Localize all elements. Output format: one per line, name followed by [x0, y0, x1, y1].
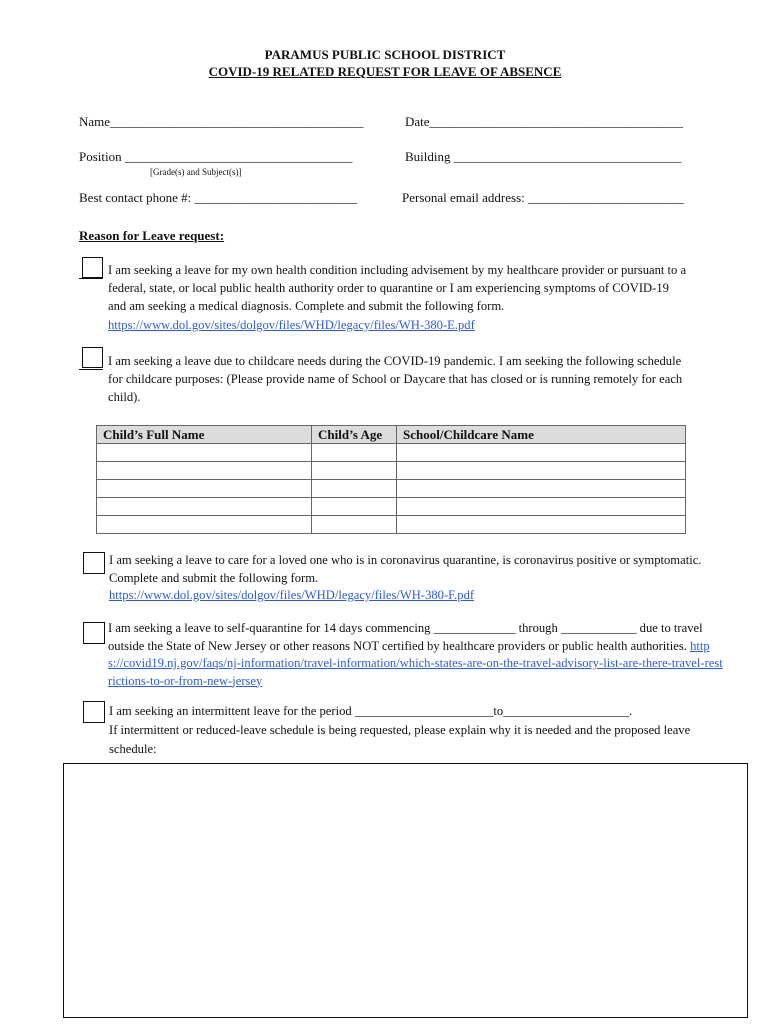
loved-one-reason — [109, 552, 709, 605]
form-title: COVID-19 RELATED REQUEST FOR LEAVE OF ABSENCE — [208, 64, 562, 79]
date-field[interactable]: Date_______________________________________ — [405, 114, 684, 129]
table-cell[interactable] — [312, 462, 397, 480]
self-quarantine-checkbox[interactable] — [83, 622, 105, 644]
commence-date-blank[interactable]: _____________ — [433, 621, 516, 635]
child-table-header — [97, 426, 686, 444]
phone-field[interactable]: Best contact phone #: _________________________ — [79, 190, 358, 205]
table-cell[interactable] — [397, 480, 686, 498]
building-field[interactable]: Building ___________________________________ — [405, 149, 682, 164]
school-header: School/Childcare Name — [397, 426, 686, 444]
checkbox-underline — [79, 369, 103, 370]
table-cell[interactable] — [397, 498, 686, 516]
table-row — [97, 480, 686, 498]
child-age-header: Child’s Age — [312, 426, 397, 444]
self-quarantine-text-b: due to travel outside the State of New Jersey or other reasons NOT certified by healthcare providers or public health authorities. — [108, 621, 703, 653]
table-cell[interactable] — [97, 444, 312, 462]
name-field[interactable]: Name_______________________________________ — [79, 114, 364, 129]
table-cell[interactable] — [397, 444, 686, 462]
position-label: Position — [79, 149, 122, 164]
table-cell[interactable] — [312, 516, 397, 534]
intermittent-text-a: I am seeking an intermittent leave for the period — [109, 704, 352, 718]
intermittent-checkbox[interactable] — [83, 701, 105, 723]
table-cell[interactable] — [312, 480, 397, 498]
email-field[interactable]: Personal email address: ________________________ — [402, 190, 684, 205]
table-cell[interactable] — [312, 444, 397, 462]
phone-label: Best contact phone #: — [79, 190, 192, 205]
position-field[interactable]: Position ___________________________________ — [79, 149, 353, 164]
child-table — [96, 425, 686, 534]
table-row — [97, 462, 686, 480]
intermittent-text-b: If intermittent or reduced-leave schedule is being requested, please explain why it is needed and the proposed leave schedule: — [109, 723, 691, 756]
self-quarantine-through: through — [518, 621, 558, 635]
position-hint: [Grade(s) and Subject(s)] — [150, 167, 242, 177]
child-name-header: Child’s Full Name — [97, 426, 312, 444]
childcare-text: I am seeking a leave due to childcare needs during the COVID-19 pandemic. I am seeking the following schedule for childcare purposes: (Please provide name of School or Daycare that has closed or is running remotely for each child). — [108, 354, 683, 405]
own-health-form-link[interactable]: https://www.dol.gov/sites/dolgov/files/WHD/legacy/files/WH-380-E.pdf — [108, 317, 475, 332]
schedule-explanation-box[interactable] — [63, 763, 748, 1018]
own-health-checkbox[interactable] — [82, 257, 103, 278]
loved-one-form-link[interactable]: https://www.dol.gov/sites/dolgov/files/WHD/legacy/files/WH-380-F.pdf — [109, 588, 475, 602]
reason-heading: Reason for Leave request: — [79, 228, 225, 243]
checkbox-underline — [79, 278, 103, 279]
loved-one-text: I am seeking a leave to care for a loved one who is in coronavirus quarantine, is coronavirus positive or symptomatic. Complete and submit the following form. — [109, 553, 702, 585]
self-quarantine-text-a: I am seeking a leave to self-quarantine for 14 days commencing — [108, 621, 431, 635]
intermittent-reason: I am seeking an intermittent leave for the period ______________________to____________________. If intermittent or reduced-leave schedule is being requested, please explain why it is needed and the proposed leave schedule: — [109, 704, 691, 756]
table-cell[interactable] — [97, 480, 312, 498]
own-health-reason — [108, 261, 688, 334]
childcare-checkbox[interactable] — [82, 347, 103, 368]
table-row — [97, 444, 686, 462]
period-end-blank[interactable]: ____________________ — [503, 704, 630, 718]
table-cell[interactable] — [312, 498, 397, 516]
building-label: Building — [405, 149, 451, 164]
own-health-text: I am seeking a leave for my own health condition including advisement by my healthcare provider or pursuant to a federal, state, or local public health authority order to quarantine or I am experiencing symptoms of COVID-19 and am seeking a medical diagnosis. Complete and submit the following form. — [108, 263, 687, 314]
table-cell[interactable] — [97, 462, 312, 480]
loved-one-checkbox[interactable] — [83, 552, 105, 574]
self-quarantine-reason — [108, 620, 723, 690]
date-label: Date — [405, 114, 430, 129]
table-row — [97, 516, 686, 534]
nj-travel-advisory-link[interactable]: https://covid19.nj.gov/faqs/nj-information/travel-information/which-states-are-on-the-travel-advisory-list-are-there-travel-restrictions-to-or-from-new-jersey — [108, 638, 723, 688]
table-cell[interactable] — [397, 462, 686, 480]
table-cell[interactable] — [397, 516, 686, 534]
district-name: PARAMUS PUBLIC SCHOOL DISTRICT — [264, 47, 506, 62]
through-date-blank[interactable]: ____________ — [560, 621, 637, 635]
intermittent-to: to — [493, 704, 504, 718]
table-row — [97, 498, 686, 516]
email-label: Personal email address: — [402, 190, 525, 205]
table-cell[interactable] — [97, 498, 312, 516]
table-cell[interactable] — [97, 516, 312, 534]
name-label: Name — [79, 114, 111, 129]
period-start-blank[interactable]: ______________________ — [354, 704, 494, 718]
